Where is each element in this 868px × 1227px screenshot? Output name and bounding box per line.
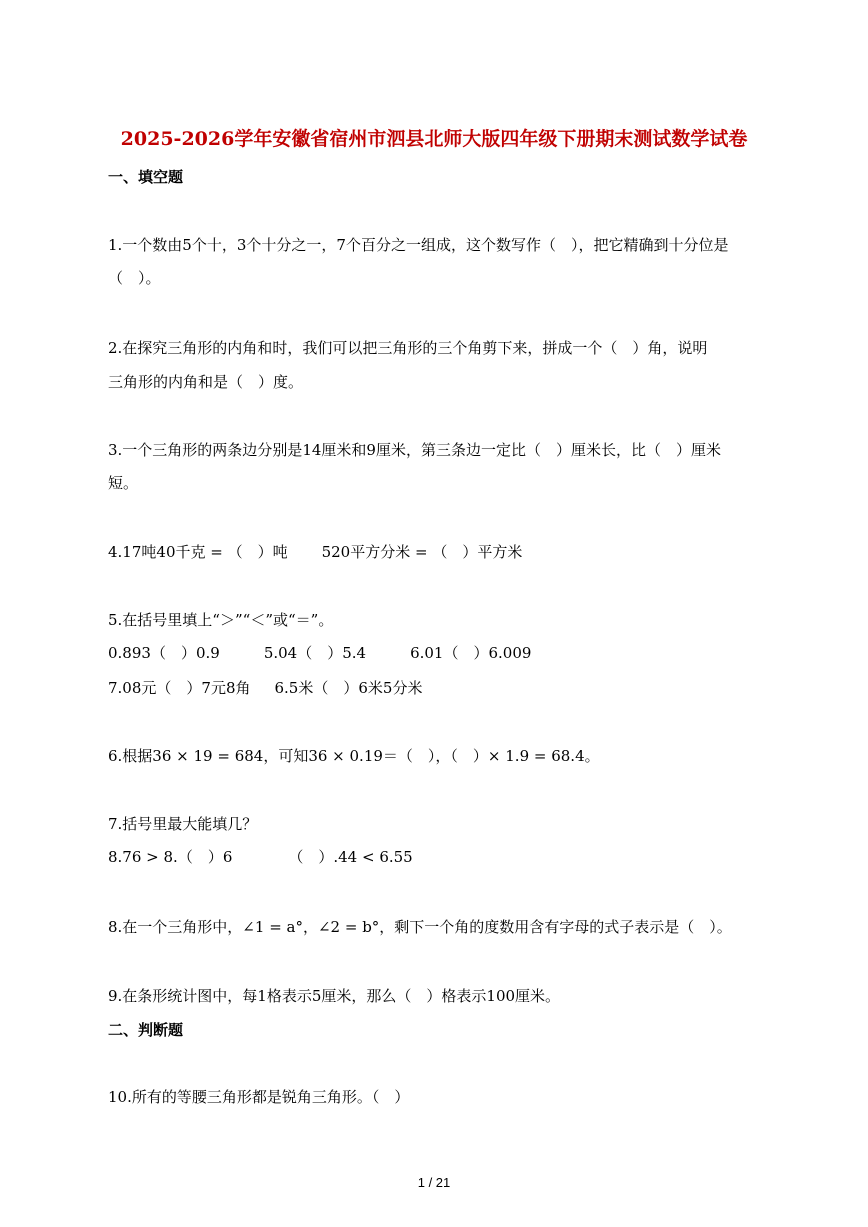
question-1-line-2: （ ）。 <box>108 269 161 287</box>
question-9-line: 9.在条形统计图中，每1格表示5厘米，那么（ ）格表示100厘米。 <box>108 987 561 1005</box>
document-title: 2025-2026学年安徽省宿州市泗县北师大版四年级下册期末测试数学试卷 <box>120 128 748 150</box>
question-7-line-1: 7.括号里最大能填几？ <box>108 815 258 833</box>
question-5-line-1: 5.在括号里填上“＞”“＜”或“＝”。 <box>108 611 334 629</box>
question-5-item-4: 7.08元（ ）7元8角 <box>108 679 251 697</box>
question-5-item-2: 5.04（ ）5.4 <box>263 644 367 662</box>
question-7-line-2 <box>108 846 413 867</box>
question-4-part-2: 520平方分米 = （ ）平方米 <box>321 543 523 561</box>
question-5-row-2 <box>108 677 422 698</box>
question-1-line-1: 1.一个数由5个十，3个十分之一，7个百分之一组成，这个数写作（ ），把它精确到十分位是 <box>108 236 729 254</box>
question-8-line: 8.在一个三角形中，∠1 = a°，∠2 = b°，剩下一个角的度数用含有字母的式子表示是（ ）。 <box>108 918 732 936</box>
section-heading-fill-in: 一、填空题 <box>108 168 184 186</box>
question-3-line-1: 3.一个三角形的两条边分别是14厘米和9厘米，第三条边一定比（ ）厘米长，比（ ）厘米 <box>108 441 721 459</box>
question-2-line-1: 2.在探究三角形的内角和时，我们可以把三角形的三个角剪下来，拼成一个（ ）角，说明 <box>108 339 708 357</box>
question-3-line-2: 短。 <box>108 474 139 492</box>
question-2-line-2: 三角形的内角和是（ ）度。 <box>108 373 304 391</box>
question-5-item-1: 0.893（ ）0.9 <box>108 644 220 662</box>
question-4-line <box>108 541 522 562</box>
question-5-item-5: 6.5米（ ）6米5分米 <box>274 679 423 697</box>
section-heading-true-false: 二、判断题 <box>108 1021 184 1039</box>
question-6-line: 6.根据36 × 19 = 684，可知36 × 0.19＝（ ），（ ）× 1.9 = 68.4。 <box>108 747 600 765</box>
question-7-part-1: 8.76 > 8.（ ）6 <box>108 848 233 866</box>
question-5-row-1 <box>108 642 531 663</box>
page-number: 1 / 21 <box>417 1175 451 1190</box>
question-7-part-2: （ ）.44 < 6.55 <box>288 848 413 866</box>
question-10-line: 10.所有的等腰三角形都是锐角三角形。（ ） <box>108 1088 410 1106</box>
question-4-part-1: 4.17吨40千克 = （ ）吨 <box>108 543 288 561</box>
question-5-item-3: 6.01（ ）6.009 <box>410 644 532 662</box>
